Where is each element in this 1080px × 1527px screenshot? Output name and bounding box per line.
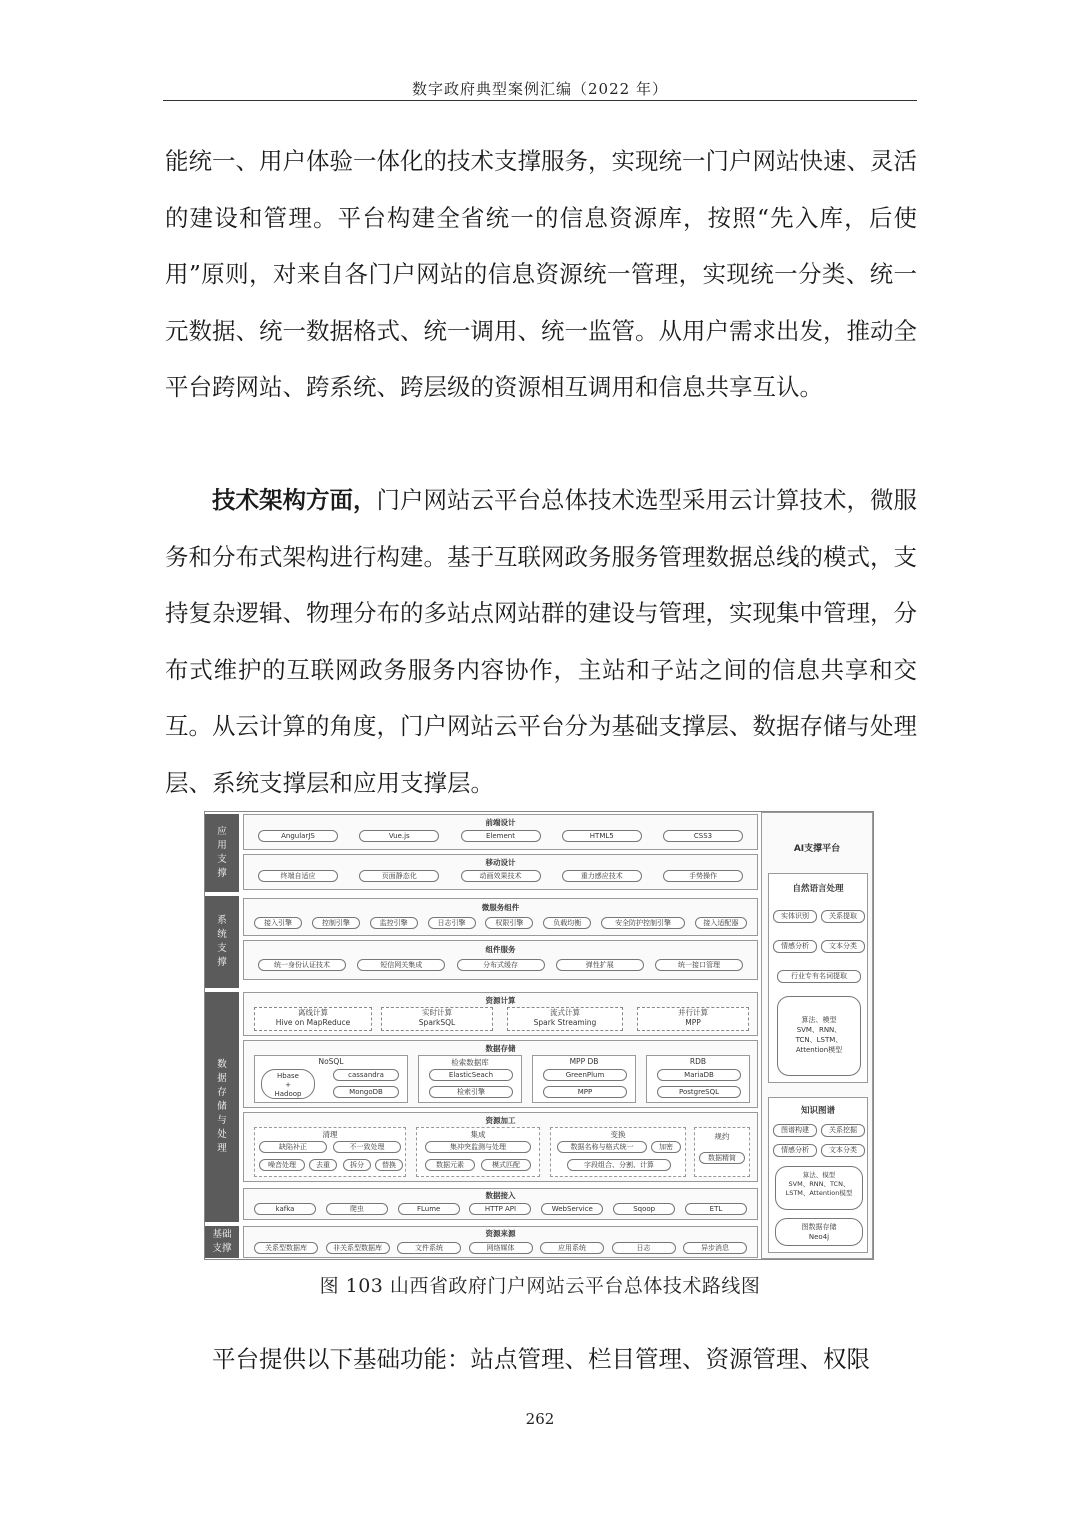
mobile-items — [258, 870, 743, 882]
layer-label-sys: 系统支撑 — [205, 896, 239, 988]
pill: 实体识别 — [773, 910, 817, 923]
pill: 应用系统 — [540, 1242, 604, 1254]
processing-section — [243, 1112, 758, 1182]
pill: 分布式缓存 — [457, 959, 545, 971]
paragraph-3 — [165, 1331, 917, 1388]
pill: WebService — [541, 1203, 603, 1215]
reduce-box: 规约 数据精简 — [694, 1127, 750, 1177]
frontend-section — [243, 814, 758, 850]
pill: 接入适配器 — [695, 917, 747, 929]
running-header: 数字政府典型案例汇编（2022 年） — [412, 80, 668, 98]
ingest-items — [254, 1203, 747, 1215]
pill: 文本分类 — [821, 940, 865, 953]
pill: Element — [461, 830, 541, 842]
pill: 弹性扩展 — [556, 959, 644, 971]
pill: 关系挖掘 — [821, 1124, 865, 1137]
source-items — [254, 1242, 747, 1254]
pill: 控制引擎 — [312, 917, 360, 929]
pill: PostgreSQL — [657, 1086, 741, 1098]
header-rule — [163, 100, 917, 101]
paragraph-2 — [165, 472, 917, 811]
processing-title: 资源加工 — [485, 1116, 516, 1125]
integrate-box: 集成 集冲突监测与处理 数据元素 模式匹配 — [416, 1127, 540, 1177]
hbase-hadoop: Hbase + Hadoop — [261, 1069, 315, 1099]
compute-section — [243, 992, 758, 1036]
pill: ElasticSeach — [429, 1069, 513, 1081]
nosql-box: NoSQL Hbase + Hadoop cassandra MongoDB — [254, 1055, 408, 1103]
source-section — [243, 1226, 758, 1258]
pill: Vue.js — [359, 830, 439, 842]
paragraph-3-text: 平台提供以下基础功能：站点管理、栏目管理、资源管理、权限 — [212, 1345, 870, 1373]
paragraph-1: 能统一、用户体验一体化的技术支撑服务，实现统一门户网站快速、灵活的建设和管理。平台构建全省统一的信息资源库，按照“先入库，后使用”原则，对来自各门户网站的信息资源统一管理，实现统一分类、统一元数据、统一数据格式、统一调用、统一监管。从用户需求出发，推动全平台跨网站、跨系统、跨层级的资源相互调用和信息共享互认。 — [165, 147, 917, 401]
paragraph-2-text: 门户网站云平台总体技术选型采用云计算技术，微服务和分布式架构进行构建。基于互联网政务服务管理数据总线的模式，支持复杂逻辑、物理分布的多站点网站群的建设与管理，实现集中管理，分布式维护的互联网政务服务内容协作，主站和子站之间的信息共享和交互。从云计算的角度，门户网站云平台分为基础支撑层、数据存储与处理层、系统支撑层和应用支撑层。 — [165, 486, 917, 797]
layer-label-app: 应用支撑 — [205, 814, 239, 892]
ingest-title: 数据接入 — [485, 1191, 516, 1200]
micro-items — [254, 917, 747, 929]
pill: 数据名称与格式统一 — [557, 1141, 647, 1153]
micro-title: 微服务组件 — [481, 903, 520, 912]
pill: 检索引擎 — [429, 1086, 513, 1098]
architecture-figure — [204, 811, 874, 1260]
pill: 替换 — [375, 1159, 403, 1171]
pill: 终端自适应 — [258, 870, 338, 882]
layer-label-base: 基础支撑 — [205, 1226, 239, 1258]
pill: 非关系型数据库 — [326, 1242, 390, 1254]
pill: HTTP API — [469, 1203, 531, 1215]
pill: 网络媒体 — [469, 1242, 533, 1254]
mobile-title: 移动设计 — [485, 858, 516, 867]
pill: 图谱构建 — [773, 1124, 817, 1137]
pill: 文本分类 — [821, 1144, 865, 1157]
ai-title: AI支撑平台 — [793, 844, 841, 854]
pill: 统一身份认证技术 — [258, 959, 346, 971]
microservice-section — [243, 898, 758, 936]
kg-store: 图数据存储 Neo4j — [775, 1218, 863, 1246]
compute-box: 流式计算 Spark Streaming — [507, 1007, 623, 1031]
pill: GreenPlum — [543, 1069, 627, 1081]
pill: 缺陷补正 — [259, 1141, 327, 1153]
pill: 异步消息 — [683, 1242, 747, 1254]
pill: 文件系统 — [397, 1242, 461, 1254]
nlp-box: 自然语言处理 实体识别 关系提取 情感分析 文本分类 行业专有名词提取 算法、模型 SVM、RNN、 TCN、LSTM、 Attention模型 — [768, 873, 868, 1083]
search-db-box: 检索数据库 ElasticSeach 检索引擎 — [418, 1055, 522, 1103]
page-number: 262 — [525, 1410, 555, 1428]
pill: 负载均衡 — [543, 917, 591, 929]
figure-caption: 图 103 山西省政府门户网站云平台总体技术路线图 — [319, 1275, 761, 1297]
pill: 手势操作 — [663, 870, 743, 882]
rdb-box: RDB MariaDB PostgreSQL — [646, 1055, 750, 1103]
pill: 拆分 — [343, 1159, 371, 1171]
pill: cassandra — [333, 1069, 399, 1081]
pill: ETL — [685, 1203, 747, 1215]
pill: 权限引擎 — [485, 917, 533, 929]
pill: AngularJS — [258, 830, 338, 842]
layer-label-data: 数据存储与处理 — [205, 992, 239, 1222]
frontend-items — [258, 830, 743, 842]
storage-title: 数据存储 — [485, 1044, 516, 1053]
pill: 安全防护控制引擎 — [601, 917, 685, 929]
ai-platform-panel — [761, 812, 873, 1259]
pill: MongoDB — [333, 1086, 399, 1098]
pill: 接入引擎 — [254, 917, 302, 929]
frontend-title: 前端设计 — [485, 818, 516, 827]
pill: 数据精简 — [699, 1152, 745, 1164]
source-title: 资源来源 — [485, 1229, 516, 1238]
pill: 动画效果技术 — [461, 870, 541, 882]
pill: 行业专有名词提取 — [777, 970, 861, 983]
mpp-db-box: MPP DB GreenPlum MPP — [532, 1055, 636, 1103]
pill: 集冲突监测与处理 — [425, 1141, 531, 1153]
pill: 数据元素 — [425, 1159, 475, 1171]
pill: 情感分析 — [773, 1144, 817, 1157]
kg-algo: 算法、模型 SVM、RNN、TCN、 LSTM、Attention模型 — [775, 1166, 863, 1210]
pill: 监控引擎 — [370, 917, 418, 929]
pill: 不一致处理 — [333, 1141, 401, 1153]
pill: 去重 — [309, 1159, 337, 1171]
pill: 爬虫 — [326, 1203, 388, 1215]
clean-box: 清理 缺陷补正 不一致处理 噪音处理 去重 拆分 替换 — [254, 1127, 406, 1177]
pill: 加密 — [651, 1141, 681, 1153]
pill: Sqoop — [613, 1203, 675, 1215]
compute-title: 资源计算 — [485, 996, 516, 1005]
pill: 重力感应技术 — [562, 870, 642, 882]
pill: 页面静态化 — [359, 870, 439, 882]
pill: 短信网关集成 — [357, 959, 445, 971]
mobile-section — [243, 854, 758, 890]
pill: HTML5 — [562, 830, 642, 842]
pill: 噪音处理 — [259, 1159, 305, 1171]
compute-box: 离线计算 Hive on MapReduce — [254, 1007, 372, 1031]
compute-box: 并行计算 MPP — [637, 1007, 749, 1031]
pill: 字段组合、分割、计算 — [567, 1159, 671, 1171]
pill: 日志引擎 — [428, 917, 476, 929]
component-items — [258, 959, 743, 971]
pill: 关系提取 — [821, 910, 865, 923]
component-title: 组件服务 — [485, 945, 516, 954]
pill: FLume — [398, 1203, 460, 1215]
pill: CSS3 — [663, 830, 743, 842]
nlp-algo: 算法、模型 SVM、RNN、 TCN、LSTM、 Attention模型 — [777, 996, 861, 1076]
pill: MariaDB — [657, 1069, 741, 1081]
pill: 关系型数据库 — [254, 1242, 318, 1254]
pill: kafka — [254, 1203, 316, 1215]
compute-box: 实时计算 SparkSQL — [381, 1007, 493, 1031]
pill: 模式匹配 — [481, 1159, 531, 1171]
ingest-section — [243, 1188, 758, 1220]
storage-section — [243, 1040, 758, 1108]
pill: MPP — [543, 1086, 627, 1098]
pill: 统一接口管理 — [655, 959, 743, 971]
paragraph-2-lead: 技术架构方面， — [212, 486, 377, 514]
pill: 日志 — [612, 1242, 676, 1254]
component-section — [243, 940, 758, 980]
knowledge-graph-box: 知识图谱 图谱构建 关系挖掘 情感分析 文本分类 算法、模型 SVM、RNN、TCN、 LSTM、Attention模型 图数据存储 Neo4j — [768, 1097, 868, 1253]
transform-box: 变换 数据名称与格式统一 加密 字段组合、分割、计算 — [550, 1127, 686, 1177]
pill: 情感分析 — [773, 940, 817, 953]
